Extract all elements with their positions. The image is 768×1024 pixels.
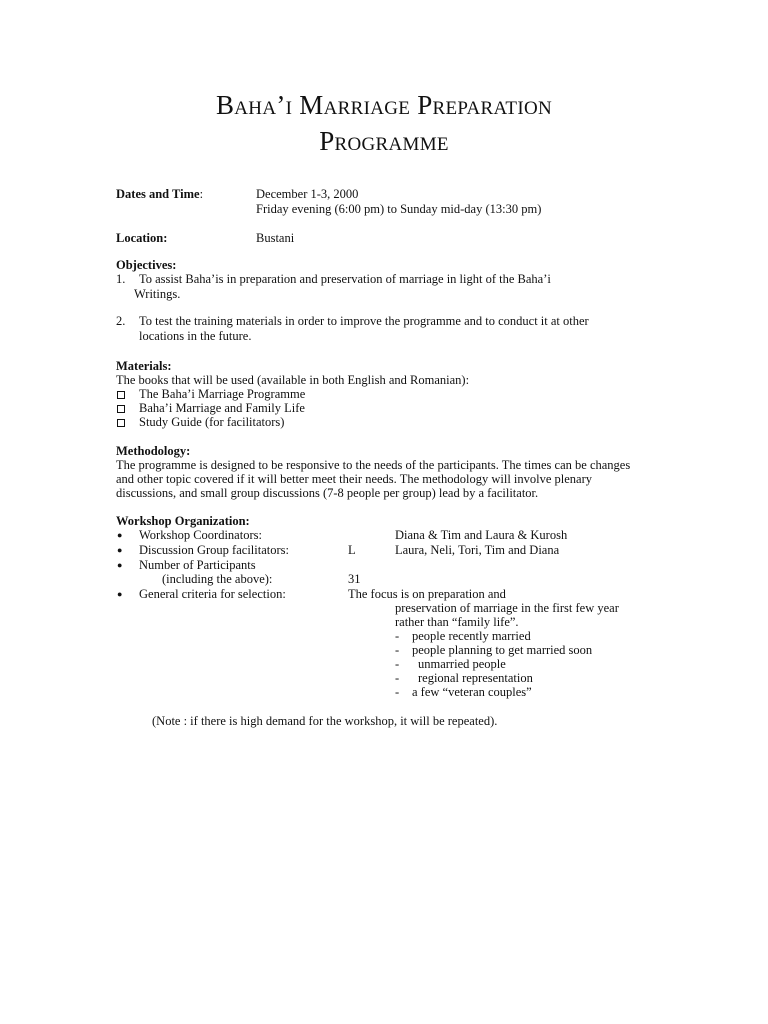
bullet-icon: ●: [117, 545, 123, 555]
methodology-line-1: The programme is designed to be responsive to the needs of the participants. The times can be changes: [116, 458, 631, 472]
location-value: Bustani: [256, 231, 295, 245]
dash-icon: -: [395, 643, 400, 657]
document-title-line-1: Baha’i Marriage Preparation: [215, 90, 553, 120]
criteria-item-2: people planning to get married soon: [412, 643, 593, 657]
objectives-heading: Objectives:: [116, 258, 177, 272]
dates-label-row: [116, 187, 203, 201]
criteria-label: General criteria for selection:: [139, 587, 286, 601]
dash-icon: -: [395, 629, 400, 643]
criteria-item-5: a few “veteran couples”: [412, 685, 532, 699]
criteria-line-1: The focus is on preparation and: [348, 587, 506, 601]
facilitators-value: Laura, Neli, Tori, Tim and Diana: [395, 543, 560, 557]
checkbox-icon: [117, 405, 125, 413]
coordinators-label: Workshop Coordinators:: [139, 528, 262, 542]
objective-2-line-1: To test the training materials in order to improve the programme and to conduct it at other: [139, 314, 589, 328]
dash-icon: -: [395, 657, 400, 671]
methodology-line-3: discussions, and small group discussions (7-8 people per group) lead by a facilitator.: [116, 486, 539, 500]
objective-1-line-1: To assist Baha’is in preparation and preservation of marriage in light of the Baha’i: [139, 272, 551, 286]
materials-intro: The books that will be used (available in both English and Romanian):: [116, 373, 470, 387]
facilitators-label: Discussion Group facilitators:: [139, 543, 289, 557]
book-item-2: Baha’i Marriage and Family Life: [139, 401, 305, 415]
document-title-line-2: Programme: [319, 126, 449, 156]
criteria-item-3: unmarried people: [418, 657, 506, 671]
facilitators-mark: L: [348, 543, 356, 557]
checkbox-icon: [117, 391, 125, 399]
coordinators-value: Diana & Tim and Laura & Kurosh: [395, 528, 568, 542]
dash-icon: -: [395, 671, 400, 685]
dates-value-1: December 1-3, 2000: [256, 187, 359, 201]
bullet-icon: ●: [117, 560, 123, 570]
checkbox-icon: [117, 419, 125, 427]
participants-value: 31: [348, 572, 361, 586]
repeat-note: (Note : if there is high demand for the workshop, it will be repeated).: [152, 714, 498, 728]
dash-icon: -: [395, 685, 400, 699]
objective-1-line-2: Writings.: [134, 287, 181, 301]
criteria-line-2: preservation of marriage in the first few year: [395, 601, 619, 615]
criteria-item-1: people recently married: [412, 629, 531, 643]
bullet-icon: ●: [117, 530, 123, 540]
book-item-1: The Baha’i Marriage Programme: [139, 387, 306, 401]
dates-colon: :: [199, 187, 204, 201]
location-label: Location:: [116, 231, 168, 245]
objective-2-line-2: locations in the future.: [139, 329, 252, 343]
participants-label: Number of Participants: [139, 558, 256, 572]
dates-label: Dates and Time: [116, 187, 200, 201]
workshop-heading: Workshop Organization:: [116, 514, 250, 528]
objective-2-number: 2.: [116, 314, 126, 328]
participants-sublabel: (including the above):: [162, 572, 273, 586]
book-item-3: Study Guide (for facilitators): [139, 415, 285, 429]
dates-value-2: Friday evening (6:00 pm) to Sunday mid-day (13:30 pm): [256, 202, 542, 216]
criteria-line-3: rather than “family life”.: [395, 615, 519, 629]
criteria-item-4: regional representation: [418, 671, 533, 685]
bullet-icon: ●: [117, 589, 123, 599]
methodology-heading: Methodology:: [116, 444, 191, 458]
objective-1-number: 1.: [116, 272, 126, 286]
materials-heading: Materials:: [116, 359, 172, 373]
methodology-line-2: and other topic covered if it will better meet their needs. The methodology will involve plenary: [116, 472, 593, 486]
